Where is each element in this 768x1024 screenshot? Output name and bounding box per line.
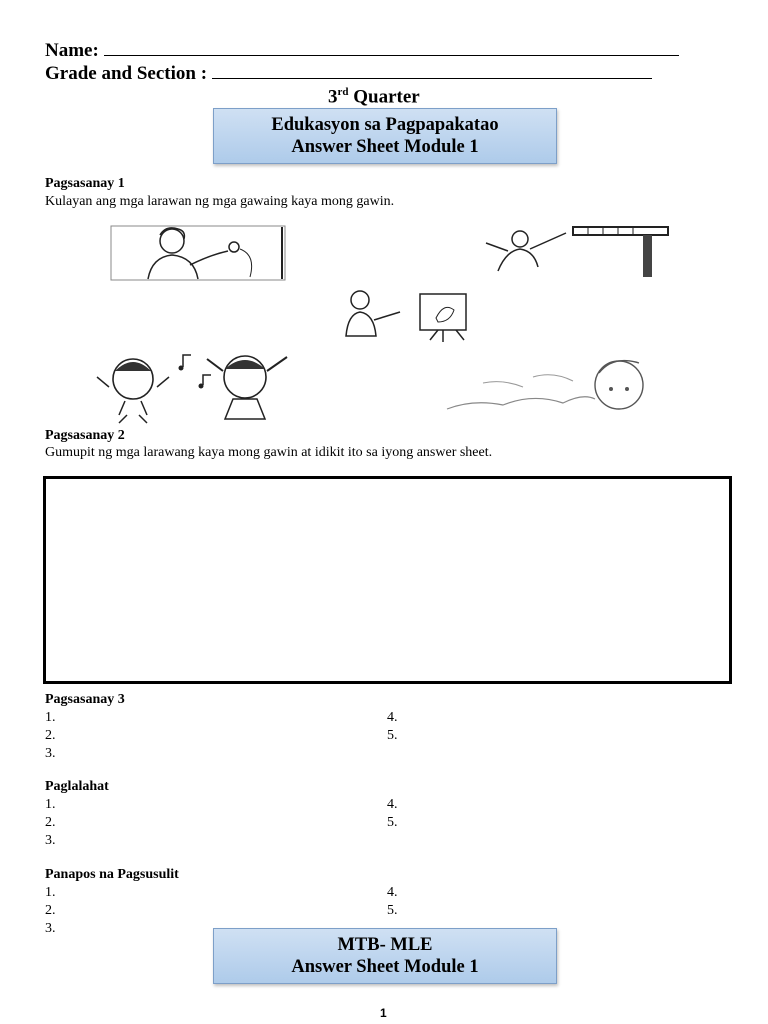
name-blank[interactable] xyxy=(104,41,679,56)
paste-area-box[interactable] xyxy=(43,476,732,684)
kids-dancing-image[interactable] xyxy=(95,353,313,425)
answer-item-2[interactable]: 2. xyxy=(45,903,56,918)
title2-line2: Answer Sheet Module 1 xyxy=(291,957,479,977)
answer-item-4[interactable]: 4. xyxy=(387,885,398,900)
answer-item-3[interactable]: 3. xyxy=(45,833,56,848)
child-swimming-image[interactable] xyxy=(443,353,675,415)
pagsasanay3-left-list xyxy=(45,709,56,763)
name-line xyxy=(45,40,679,62)
pagsasanay3-heading: Pagsasanay 3 xyxy=(45,692,125,707)
panapos-heading: Panapos na Pagsusulit xyxy=(45,867,179,882)
answer-item-5[interactable]: 5. xyxy=(387,903,398,918)
grade-blank[interactable] xyxy=(212,64,652,79)
grade-line xyxy=(45,63,652,85)
answer-item-5[interactable]: 5. xyxy=(387,815,398,830)
title-box-esp xyxy=(213,108,557,164)
answer-item-4[interactable]: 4. xyxy=(387,710,398,725)
answer-item-1[interactable]: 1. xyxy=(45,885,56,900)
answer-item-2[interactable]: 2. xyxy=(45,815,56,830)
title-line1: Edukasyon sa Pagpapakatao xyxy=(271,115,499,135)
pagsasanay3-right-list xyxy=(387,709,398,745)
answer-item-5[interactable]: 5. xyxy=(387,728,398,743)
grade-label: Grade and Section : xyxy=(45,63,208,84)
answer-item-2[interactable]: 2. xyxy=(45,728,56,743)
answer-item-4[interactable]: 4. xyxy=(387,797,398,812)
paglalahat-left-list xyxy=(45,796,56,850)
title2-line1: MTB- MLE xyxy=(337,935,433,955)
pagsasanay1-instruction: Kulayan ang mga larawan ng mga gawaing kaya mong gawin. xyxy=(45,194,395,209)
name-label: Name: xyxy=(45,40,99,61)
pagsasanay2-heading: Pagsasanay 2 xyxy=(45,428,125,443)
title-line2: Answer Sheet Module 1 xyxy=(291,137,479,157)
panapos-right-list xyxy=(387,884,398,920)
pagsasanay2-instruction: Gumupit ng mga larawang kaya mong gawin at idikit ito sa iyong answer sheet. xyxy=(45,445,493,460)
answer-item-1[interactable]: 1. xyxy=(45,797,56,812)
boy-singing-image[interactable] xyxy=(110,225,286,281)
answer-item-1[interactable]: 1. xyxy=(45,710,56,725)
page-number: 1 xyxy=(380,1006,387,1020)
answer-item-3[interactable]: 3. xyxy=(45,921,56,936)
answer-item-3[interactable]: 3. xyxy=(45,746,56,761)
paglalahat-heading: Paglalahat xyxy=(45,779,109,794)
panapos-left-list xyxy=(45,884,56,938)
pagsasanay1-heading: Pagsasanay 1 xyxy=(45,176,125,191)
paglalahat-right-list xyxy=(387,796,398,832)
title-box-mtb xyxy=(213,928,557,984)
boy-painting-image[interactable] xyxy=(338,288,478,342)
quarter-label: 3rd Quarter xyxy=(328,86,420,108)
boy-basketball-image[interactable] xyxy=(478,221,673,277)
